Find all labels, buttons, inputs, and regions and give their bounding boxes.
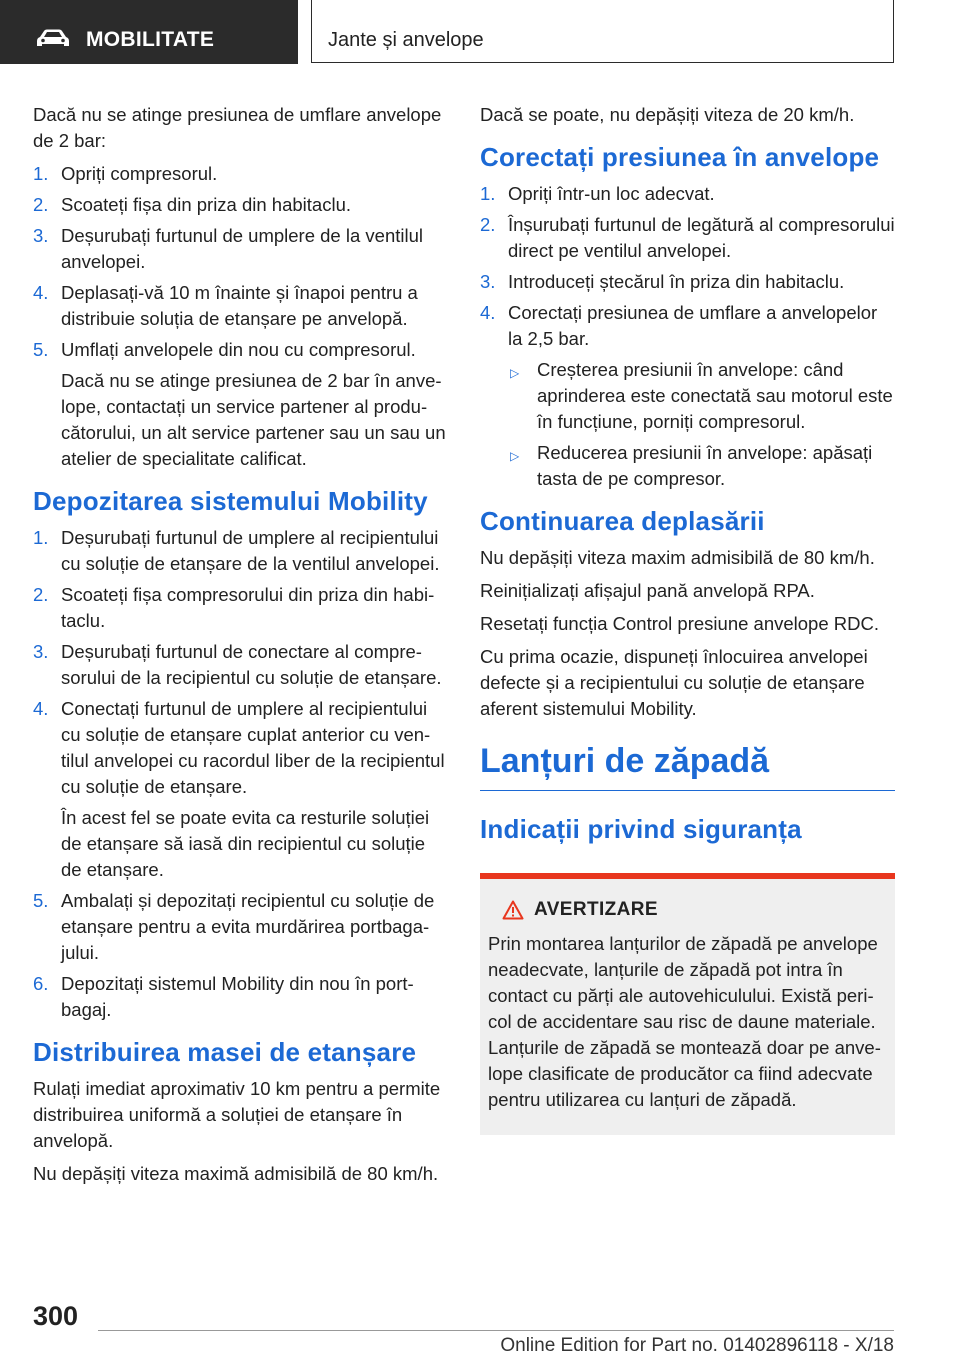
list-item bbox=[33, 582, 449, 634]
warning-text: Prin montarea lanțurilor de zăpadă pe anvelope neadecvate, lanțurile de zăpadă pot intra în contact cu părți ale autovehiculului. Există pericol de accidentare sau risc de daune materiale. Lanțurile de zăpadă se montează doar pe anvelope clasificate de producător ca fiind adecvate pentru utilizarea cu lanțuri de zăpadă. bbox=[488, 933, 881, 1110]
list-item bbox=[33, 337, 449, 472]
car-icon bbox=[36, 28, 70, 48]
section-tab bbox=[0, 0, 298, 64]
step-number: 1. bbox=[33, 163, 49, 184]
list-item bbox=[480, 181, 895, 207]
step-number: 5. bbox=[33, 890, 49, 911]
step-text: Umflați anvelopele din nou cu compresorul. bbox=[61, 339, 416, 360]
step-text: Ambalați și depozitați recipientul cu soluție de etanșare pentru a evita murdărirea portbagajului. bbox=[61, 890, 435, 963]
right-column bbox=[480, 102, 895, 1135]
paragraph: Resetați funcția Control presiune anvelope RDC. bbox=[480, 613, 879, 634]
steps-list-correct bbox=[480, 181, 895, 492]
step-number: 4. bbox=[480, 302, 496, 323]
step-text: Deplasați-vă 10 m înainte și înapoi pentru a distribuie soluția de etanșare pe anvelopă. bbox=[61, 282, 418, 329]
heading-storage: Depozitarea sistemului Mobility bbox=[33, 486, 428, 516]
steps-list-storage bbox=[33, 525, 449, 1023]
step-text: Corectați presiunea de umflare a anvelopelor la 2,5 bar. bbox=[508, 302, 878, 349]
heading-distribution: Distribuirea masei de etanșare bbox=[33, 1037, 417, 1067]
triangle-bullet-icon: ▷ bbox=[510, 366, 520, 380]
step-text: Scoateți fișa compresorului din priza din habitaclu. bbox=[61, 584, 435, 631]
heading-continue: Continuarea deplasării bbox=[480, 506, 765, 536]
list-item bbox=[33, 161, 449, 187]
step-text: Conectați furtunul de umplere al recipientului cu soluție de etanșare cuplat anterior cu ventilul anvelopei cu racordul liber de la recipientul cu soluție de etanșare. bbox=[61, 698, 445, 797]
section-label: MOBILITATE bbox=[86, 28, 215, 51]
footer-divider bbox=[98, 1330, 894, 1331]
intro-paragraph: Dacă se poate, nu depășiți viteza de 20 km/h. bbox=[480, 104, 855, 125]
list-item bbox=[480, 212, 895, 264]
warning-box bbox=[480, 873, 895, 1135]
list-item bbox=[480, 269, 895, 295]
step-text: Deșurubați furtunul de conectare al compresorului de la recipientul cu soluție de etanșare. bbox=[61, 641, 442, 688]
paragraph: Rulați imediat aproximativ 10 km pentru a permite distribuirea uniformă a soluției de etanșare în anvelopă. bbox=[33, 1078, 441, 1151]
paragraph: Nu depășiți viteza maximă admisibilă de 80 km/h. bbox=[33, 1163, 439, 1184]
step-number: 2. bbox=[33, 194, 49, 215]
step-number: 5. bbox=[33, 339, 49, 360]
step-number: 4. bbox=[33, 698, 49, 719]
warning-header bbox=[502, 897, 887, 923]
step-number: 1. bbox=[480, 183, 496, 204]
step-number: 2. bbox=[33, 584, 49, 605]
steps-list-pressure bbox=[33, 161, 449, 472]
list-item bbox=[33, 888, 449, 966]
step-note: Dacă nu se atinge presiunea de 2 bar în anvelope, contactați un service partener al producătorului, un alt service partener sau un sau un atelier de specialitate calificat. bbox=[61, 370, 446, 469]
list-item bbox=[33, 639, 449, 691]
bullet-item bbox=[508, 357, 895, 435]
left-column bbox=[33, 102, 449, 1194]
edition-note: Online Edition for Part no. 01402896118 - X/18 bbox=[500, 1335, 894, 1356]
step-text: Opriți într-un loc adecvat. bbox=[508, 183, 715, 204]
warning-triangle-icon bbox=[502, 900, 524, 920]
list-item bbox=[33, 696, 449, 883]
bullet-list bbox=[508, 357, 895, 492]
warning-title: AVERTIZARE bbox=[534, 899, 658, 920]
step-text: Introduceți ștecărul în priza din habitaclu. bbox=[508, 271, 845, 292]
step-text: Deșurubați furtunul de umplere de la ventilul anvelopei. bbox=[61, 225, 423, 272]
bullet-text: Creșterea presiunii în anvelope: când aprinderea este conectată sau motorul este în funcțiune, porniți compresorul. bbox=[537, 359, 893, 432]
step-note: În acest fel se poate evita ca resturile soluției de etanșare să iasă din recipientul cu soluție de etanșare. bbox=[61, 807, 430, 880]
list-item bbox=[33, 280, 449, 332]
list-item bbox=[33, 223, 449, 275]
intro-paragraph: Dacă nu se atinge presiunea de umflare anvelope de 2 bar: bbox=[33, 104, 442, 151]
heading-safety: Indicații privind siguranța bbox=[480, 814, 802, 844]
chapter-title: Jante și anvelope bbox=[328, 29, 484, 51]
chapter-heading-snow-chains: Lanțuri de zăpadă bbox=[480, 738, 895, 791]
step-number: 3. bbox=[33, 225, 49, 246]
chapter-header bbox=[311, 0, 894, 63]
step-number: 1. bbox=[33, 527, 49, 548]
list-item bbox=[33, 525, 449, 577]
paragraph: Cu prima ocazie, dispuneți înlocuirea anvelopei defecte și a recipientului cu soluție de etanșare aferent sistemului Mobility. bbox=[480, 646, 868, 719]
paragraph: Nu depășiți viteza maxim admisibilă de 80 km/h. bbox=[480, 547, 875, 568]
step-text: Înșurubați furtunul de legătură al compresorului direct pe ventilul anvelopei. bbox=[508, 214, 895, 261]
triangle-bullet-icon: ▷ bbox=[510, 449, 520, 463]
step-text: Opriți compresorul. bbox=[61, 163, 218, 184]
step-text: Deșurubați furtunul de umplere al recipientului cu soluție de etanșare de la ventilul anvelopei. bbox=[61, 527, 440, 574]
step-number: 3. bbox=[33, 641, 49, 662]
list-item bbox=[33, 971, 449, 1023]
step-number: 6. bbox=[33, 973, 49, 994]
step-text: Scoateți fișa din priza din habitaclu. bbox=[61, 194, 352, 215]
paragraph: Reinițializați afișajul pană anvelopă RPA. bbox=[480, 580, 815, 601]
list-item bbox=[480, 300, 895, 492]
page-number: 300 bbox=[33, 1301, 79, 1331]
bullet-text: Reducerea presiunii în anvelope: apăsați tasta de pe compresor. bbox=[537, 442, 873, 489]
step-number: 4. bbox=[33, 282, 49, 303]
list-item bbox=[33, 192, 449, 218]
heading-correct-pressure: Corectați presiunea în anvelope bbox=[480, 142, 880, 172]
bullet-item bbox=[508, 440, 895, 492]
step-text: Depozitați sistemul Mobility din nou în portbagaj. bbox=[61, 973, 414, 1020]
step-number: 3. bbox=[480, 271, 496, 292]
step-number: 2. bbox=[480, 214, 496, 235]
